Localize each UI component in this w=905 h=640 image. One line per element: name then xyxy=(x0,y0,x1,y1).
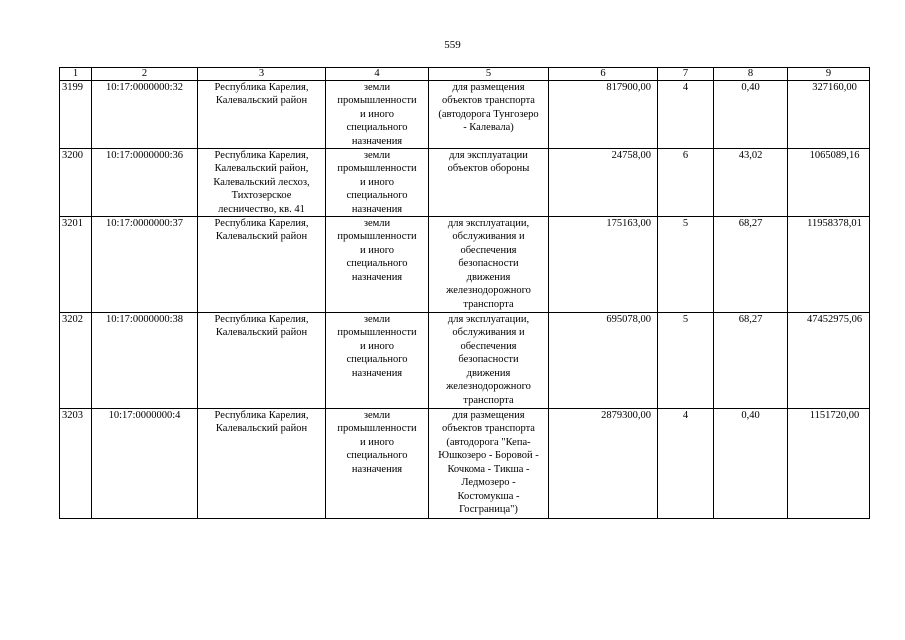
cadastral-number: 10:17:0000000:32 xyxy=(92,81,198,149)
cadastral-value: 327160,00 xyxy=(788,81,870,149)
cadastral-number: 10:17:0000000:36 xyxy=(92,149,198,217)
row-number: 3203 xyxy=(60,409,92,519)
cadastral-number: 10:17:0000000:37 xyxy=(92,217,198,313)
col-header-1: 1 xyxy=(60,68,92,81)
area: 2879300,00 xyxy=(549,409,658,519)
table-row xyxy=(60,313,870,409)
row-number: 3200 xyxy=(60,149,92,217)
use-group: 5 xyxy=(658,313,714,409)
col-header-5: 5 xyxy=(429,68,549,81)
cadastral-value: 11958378,01 xyxy=(788,217,870,313)
row-number: 3199 xyxy=(60,81,92,149)
land-category: земли промышленности и иного специального назначения xyxy=(326,313,429,409)
cadastral-value: 1151720,00 xyxy=(788,409,870,519)
land-category: земли промышленности и иного специального назначения xyxy=(326,81,429,149)
specific-value: 0,40 xyxy=(714,409,788,519)
permitted-use: для размещения объектов транспорта (автодорога "Кепа- Юшкозеро - Боровой - Кочкома - Тикша - Ледмозеро - Костомукша - Госграница") xyxy=(429,409,549,519)
permitted-use: для эксплуатации объектов обороны xyxy=(429,149,549,217)
cadastral-value: 47452975,06 xyxy=(788,313,870,409)
col-header-6: 6 xyxy=(549,68,658,81)
table-row xyxy=(60,217,870,313)
location: Республика Карелия, Калевальский район, Калевальский лесхоз, Тихтозерское лесничество, кв. 41 xyxy=(198,149,326,217)
area: 695078,00 xyxy=(549,313,658,409)
table-header-row xyxy=(60,68,870,81)
cadastral-number: 10:17:0000000:4 xyxy=(92,409,198,519)
permitted-use: для эксплуатации, обслуживания и обеспечения безопасности движения железнодорожного транспорта xyxy=(429,217,549,313)
table-row xyxy=(60,149,870,217)
permitted-use: для эксплуатации, обслуживания и обеспечения безопасности движения железнодорожного транспорта xyxy=(429,313,549,409)
col-header-9: 9 xyxy=(788,68,870,81)
col-header-3: 3 xyxy=(198,68,326,81)
location: Республика Карелия, Калевальский район xyxy=(198,217,326,313)
use-group: 4 xyxy=(658,409,714,519)
row-number: 3201 xyxy=(60,217,92,313)
area: 817900,00 xyxy=(549,81,658,149)
cadastral-number: 10:17:0000000:38 xyxy=(92,313,198,409)
specific-value: 68,27 xyxy=(714,313,788,409)
row-number: 3202 xyxy=(60,313,92,409)
use-group: 4 xyxy=(658,81,714,149)
col-header-8: 8 xyxy=(714,68,788,81)
land-category: земли промышленности и иного специального назначения xyxy=(326,217,429,313)
page-number: 559 xyxy=(444,39,461,51)
area: 24758,00 xyxy=(549,149,658,217)
use-group: 6 xyxy=(658,149,714,217)
location: Республика Карелия, Калевальский район xyxy=(198,409,326,519)
col-header-7: 7 xyxy=(658,68,714,81)
cadastral-value: 1065089,16 xyxy=(788,149,870,217)
specific-value: 43,02 xyxy=(714,149,788,217)
specific-value: 68,27 xyxy=(714,217,788,313)
col-header-2: 2 xyxy=(92,68,198,81)
land-category: земли промышленности и иного специального назначения xyxy=(326,409,429,519)
land-plot-table xyxy=(59,67,870,519)
table-row xyxy=(60,81,870,149)
location: Республика Карелия, Калевальский район xyxy=(198,313,326,409)
location: Республика Карелия, Калевальский район xyxy=(198,81,326,149)
use-group: 5 xyxy=(658,217,714,313)
permitted-use: для размещения объектов транспорта (автодорога Тунгозеро - Калевала) xyxy=(429,81,549,149)
area: 175163,00 xyxy=(549,217,658,313)
table-row xyxy=(60,409,870,519)
specific-value: 0,40 xyxy=(714,81,788,149)
land-category: земли промышленности и иного специального назначения xyxy=(326,149,429,217)
col-header-4: 4 xyxy=(326,68,429,81)
